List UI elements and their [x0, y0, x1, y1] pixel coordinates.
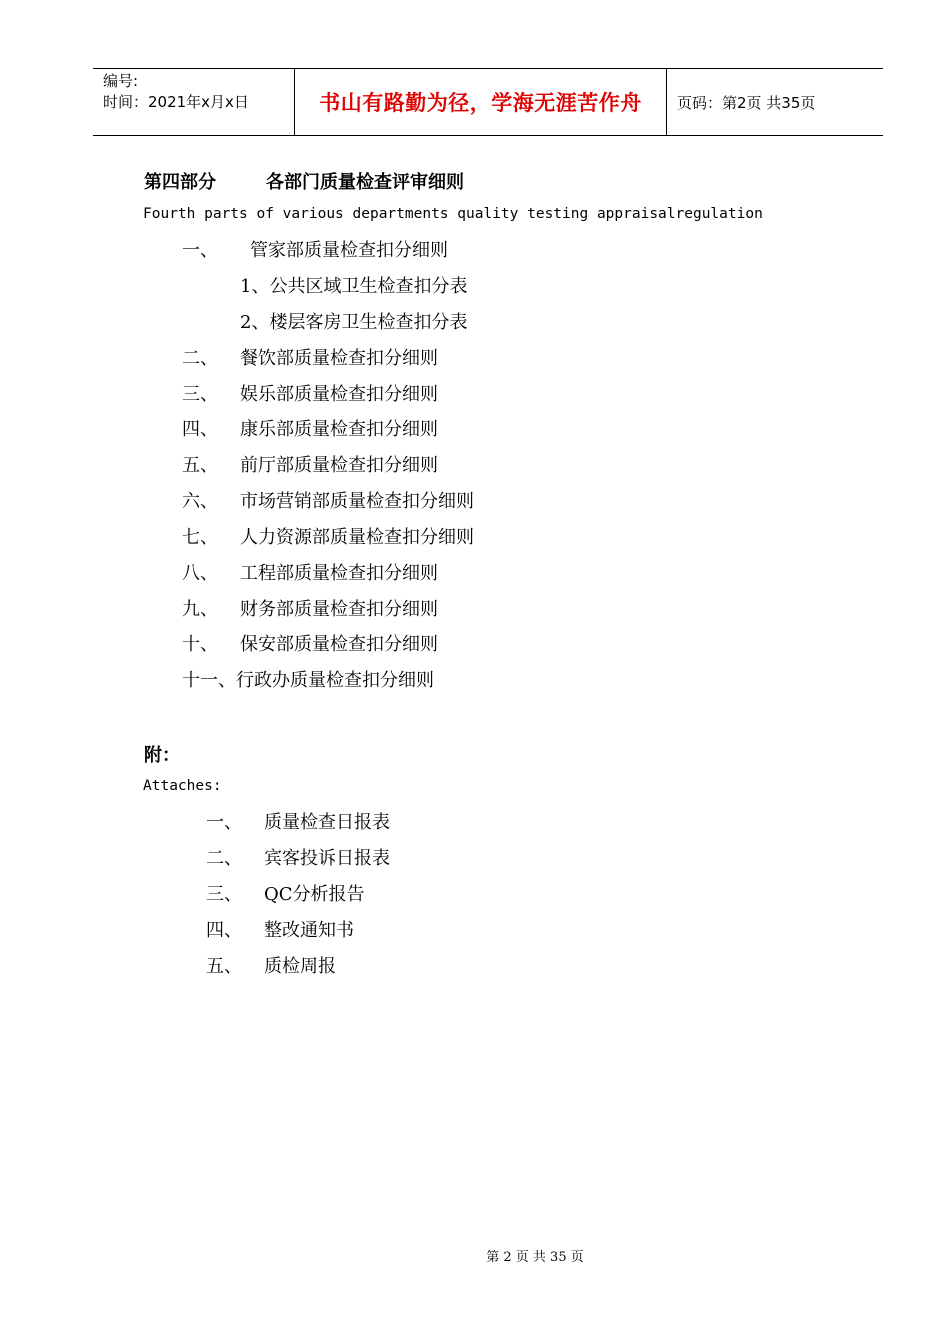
page-footer: 第 2 页 共 35 页	[486, 1250, 584, 1265]
attachments-title: 附：	[144, 745, 180, 766]
list-item: 2、楼层客房卫生检查扣分表	[240, 312, 468, 333]
section-english: Fourth parts of various departments quality testing appraisalregulation	[143, 206, 763, 222]
list-item: 三、 娱乐部质量检查扣分细则	[182, 384, 438, 405]
page-label: 页码：第2页 共35页	[677, 93, 816, 112]
motto-text: 书山有路勤为径，学海无涯苦作舟	[319, 91, 642, 115]
header-meta	[93, 69, 294, 135]
attachment-item: 三、 QC分析报告	[206, 884, 365, 905]
serial-label: 编号:	[103, 72, 139, 90]
attachments-english: Attaches:	[143, 778, 222, 794]
time-label: 时间：2021年x月x日	[103, 93, 249, 111]
list-item: 十一、行政办质量检查扣分细则	[182, 670, 434, 691]
section-heading: 各部门质量检查评审细则	[266, 172, 464, 193]
attachment-item: 一、 质量检查日报表	[206, 812, 390, 833]
section-part: 第四部分	[144, 172, 216, 193]
section-title	[144, 168, 464, 194]
list-item: 九、 财务部质量检查扣分细则	[182, 599, 438, 620]
list-item: 八、 工程部质量检查扣分细则	[182, 563, 438, 584]
attachment-item: 四、 整改通知书	[206, 920, 354, 941]
list-item: 四、 康乐部质量检查扣分细则	[182, 419, 438, 440]
list-item: 一、 管家部质量检查扣分细则	[182, 240, 448, 261]
list-item: 二、 餐饮部质量检查扣分细则	[182, 348, 438, 369]
list-item: 1、公共区域卫生检查扣分表	[240, 276, 468, 297]
list-item: 十、 保安部质量检查扣分细则	[182, 634, 438, 655]
attachment-item: 五、 质检周报	[206, 956, 336, 977]
page-header	[93, 68, 883, 136]
list-item: 六、 市场营销部质量检查扣分细则	[182, 491, 474, 512]
header-page-cell	[667, 69, 883, 135]
list-item: 七、 人力资源部质量检查扣分细则	[182, 527, 474, 548]
attachment-item: 二、 宾客投诉日报表	[206, 848, 390, 869]
header-motto-cell	[294, 69, 667, 135]
list-item: 五、 前厅部质量检查扣分细则	[182, 455, 438, 476]
